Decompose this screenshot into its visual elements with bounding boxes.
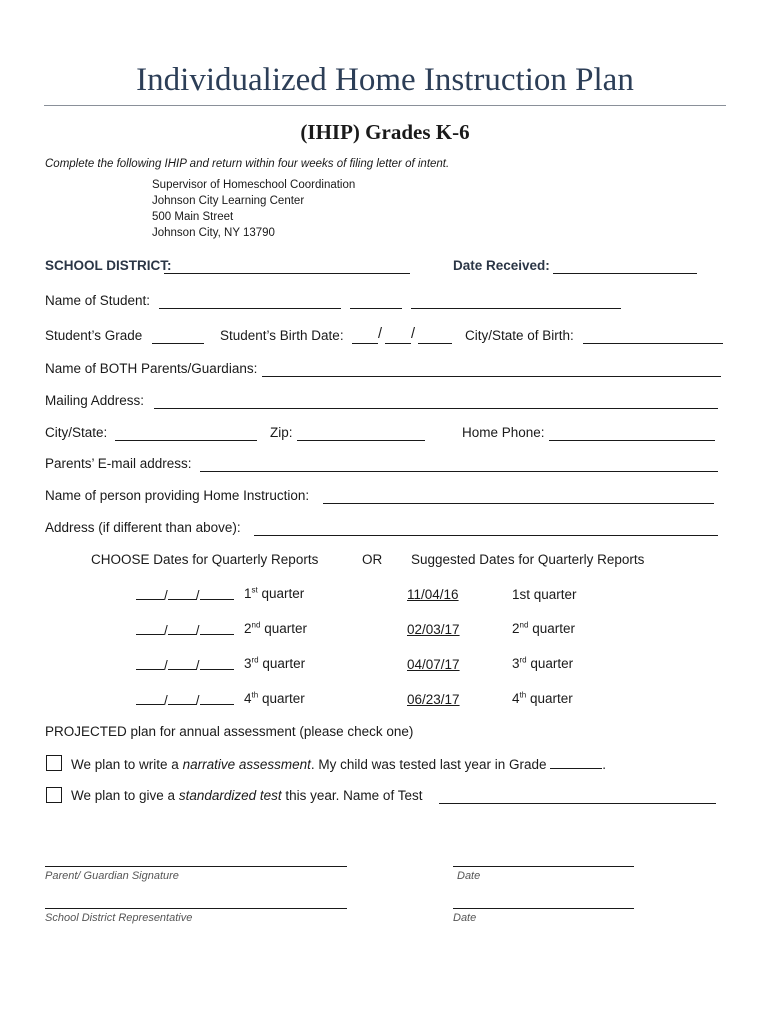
city-state-label: City/State: [45, 425, 108, 440]
home-phone-field[interactable] [549, 440, 715, 441]
student-grade-label: Student’s Grade [45, 328, 143, 343]
birth-city-label: City/State of Birth: [465, 328, 574, 343]
standardized-test-option: We plan to give a standardized test this year. Name of Test [71, 788, 423, 803]
suggested-quarter-label: 2nd quarter [512, 620, 575, 636]
parent-date-field[interactable] [453, 866, 634, 867]
parents-names-field[interactable] [262, 376, 721, 377]
suggested-dates-header: Suggested Dates for Quarterly Reports [411, 552, 645, 567]
page-subtitle: (IHIP) Grades K-6 [300, 120, 470, 144]
instructor-name-field[interactable] [323, 503, 714, 504]
district-date-label: Date [453, 912, 477, 924]
mailing-address-label: Mailing Address: [45, 393, 145, 408]
quarter-label: 3rd quarter [244, 655, 306, 671]
test-name-field[interactable] [439, 803, 716, 804]
address-line: Johnson City, NY 13790 [152, 227, 275, 239]
narrative-assessment-checkbox[interactable] [46, 755, 62, 771]
suggested-date: 04/07/17 [407, 657, 460, 672]
quarter-date-input[interactable]: / / [136, 657, 234, 673]
instructor-name-label: Name of person providing Home Instruction: [45, 488, 310, 503]
zip-field[interactable] [297, 440, 425, 441]
quarter-date-input[interactable]: / / [136, 622, 234, 638]
quarter-date-input[interactable]: / / [136, 692, 234, 708]
parents-names-label: Name of BOTH Parents/Guardians: [45, 361, 258, 376]
quarter-label: 4th quarter [244, 690, 305, 706]
suggested-quarter-label: 3rd quarter [512, 655, 574, 671]
quarter-date-input[interactable]: / / [136, 587, 234, 603]
student-grade-field[interactable] [152, 343, 204, 344]
school-district-field[interactable] [164, 273, 410, 274]
page-title: Individualized Home Instruction Plan [136, 62, 634, 98]
choose-dates-header: CHOOSE Dates for Quarterly Reports [91, 552, 319, 567]
assessment-header: PROJECTED plan for annual assessment (please check one) [45, 724, 414, 739]
narrative-assessment-option: We plan to write a narrative assessment. My child was tested last year in Grade . [71, 757, 606, 772]
mailing-address-field[interactable] [154, 408, 718, 409]
birth-date-label: Student’s Birth Date: [220, 328, 344, 343]
parent-signature-label: Parent/ Guardian Signature [45, 870, 179, 882]
date-separator: / [411, 326, 416, 342]
suggested-quarter-label: 1st quarter [512, 587, 577, 602]
suggested-date: 11/04/16 [407, 587, 459, 602]
birth-month-field[interactable] [352, 343, 378, 344]
quarter-label: 2nd quarter [244, 620, 307, 636]
student-name-label: Name of Student: [45, 293, 151, 308]
date-received-field[interactable] [553, 273, 697, 274]
parent-signature-field[interactable] [45, 866, 347, 867]
title-divider [44, 105, 726, 106]
district-date-field[interactable] [453, 908, 634, 909]
zip-label: Zip: [270, 425, 293, 440]
birth-year-field[interactable] [418, 343, 452, 344]
alt-address-label: Address (if different than above): [45, 520, 241, 535]
city-state-field[interactable] [115, 440, 257, 441]
suggested-date: 02/03/17 [407, 622, 460, 637]
quarter-label: 1st quarter [244, 585, 305, 601]
standardized-test-checkbox[interactable] [46, 787, 62, 803]
date-received-label: Date Received: [453, 258, 550, 273]
district-signature-field[interactable] [45, 908, 347, 909]
or-label: OR [362, 552, 383, 567]
home-phone-label: Home Phone: [462, 425, 545, 440]
address-line: 500 Main Street [152, 211, 234, 223]
email-field[interactable] [200, 471, 718, 472]
alt-address-field[interactable] [254, 535, 718, 536]
date-separator: / [378, 326, 383, 342]
student-first-name-field[interactable] [159, 308, 341, 309]
address-line: Johnson City Learning Center [152, 195, 305, 207]
student-last-name-field[interactable] [411, 308, 621, 309]
suggested-quarter-label: 4th quarter [512, 690, 573, 706]
school-district-label: SCHOOL DISTRICT: [45, 258, 172, 273]
email-label: Parents’ E-mail address: [45, 456, 192, 471]
parent-date-label: Date [457, 870, 481, 882]
instructions-text: Complete the following IHIP and return within four weeks of filing letter of intent. [45, 158, 450, 170]
suggested-date: 06/23/17 [407, 692, 460, 707]
birth-day-field[interactable] [385, 343, 411, 344]
birth-city-field[interactable] [583, 343, 723, 344]
address-line: Supervisor of Homeschool Coordination [152, 179, 356, 191]
district-signature-label: School District Representative [45, 912, 193, 924]
student-middle-name-field[interactable] [350, 308, 402, 309]
